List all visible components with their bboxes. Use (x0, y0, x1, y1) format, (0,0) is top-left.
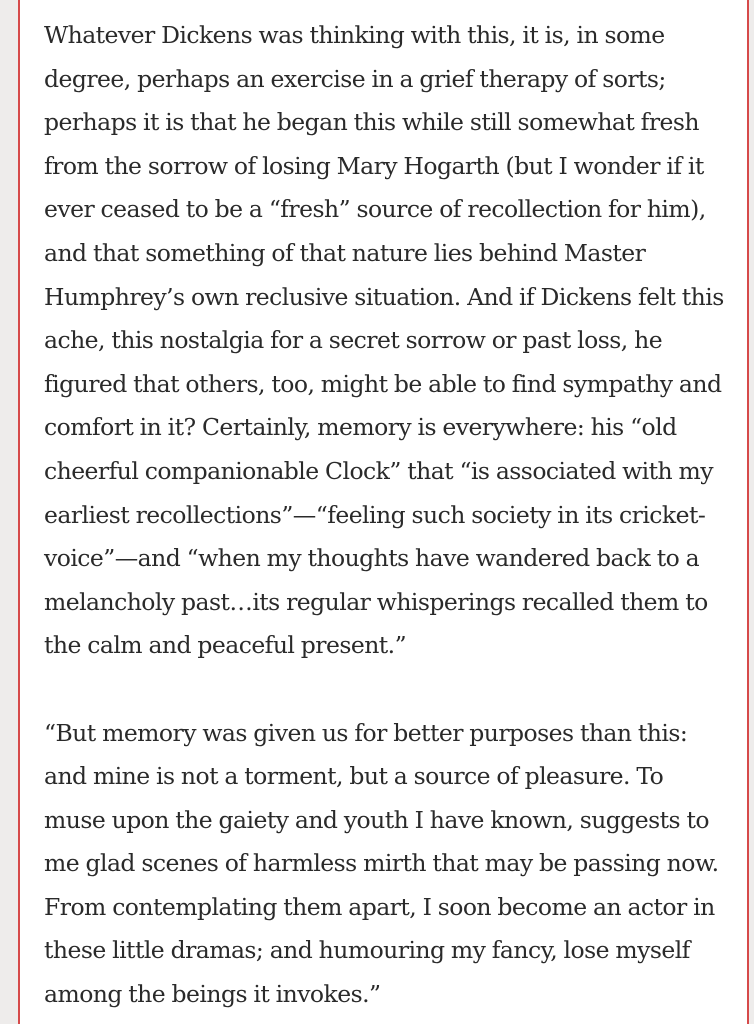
article-blockquote-paragraph: “But memory was given us for better purposes than this: and mine is not a torment, but a source of pleasure. To muse upon the gaiety and youth I have known, suggests to me glad scenes of harmless mirth that may be passing now. From contemplating them apart, I soon become an actor in these little dramas; and humouring my fancy, lose myself among the beings it invokes.” (44, 718, 719, 1009)
article-body (44, 14, 724, 1017)
article-paragraph: Whatever Dickens was thinking with this, it is, in some degree, perhaps an exercise in a grief therapy of sorts; perhaps it is that he began this while still somewhat fresh from the sorrow of losing Mary Hogarth (but I wonder if it ever ceased to be a “fresh” source of recollection for him), and that something of that nature lies behind Master Humphrey’s own reclusive situation. And if Dickens felt this ache, this nostalgia for a secret sorrow or past loss, he figured that others, too, might be able to find sympathy and comfort in it? Certainly, memory is everywhere: his “old cheerful companionable Clock” that “is associated with my earliest recollections”—“feeling such society in its cricket-voice”—and “when my thoughts have wandered back to a melancholy past…its regular whisperings recalled them to the calm and peaceful present.” (44, 21, 724, 660)
article-page (18, 0, 749, 1024)
